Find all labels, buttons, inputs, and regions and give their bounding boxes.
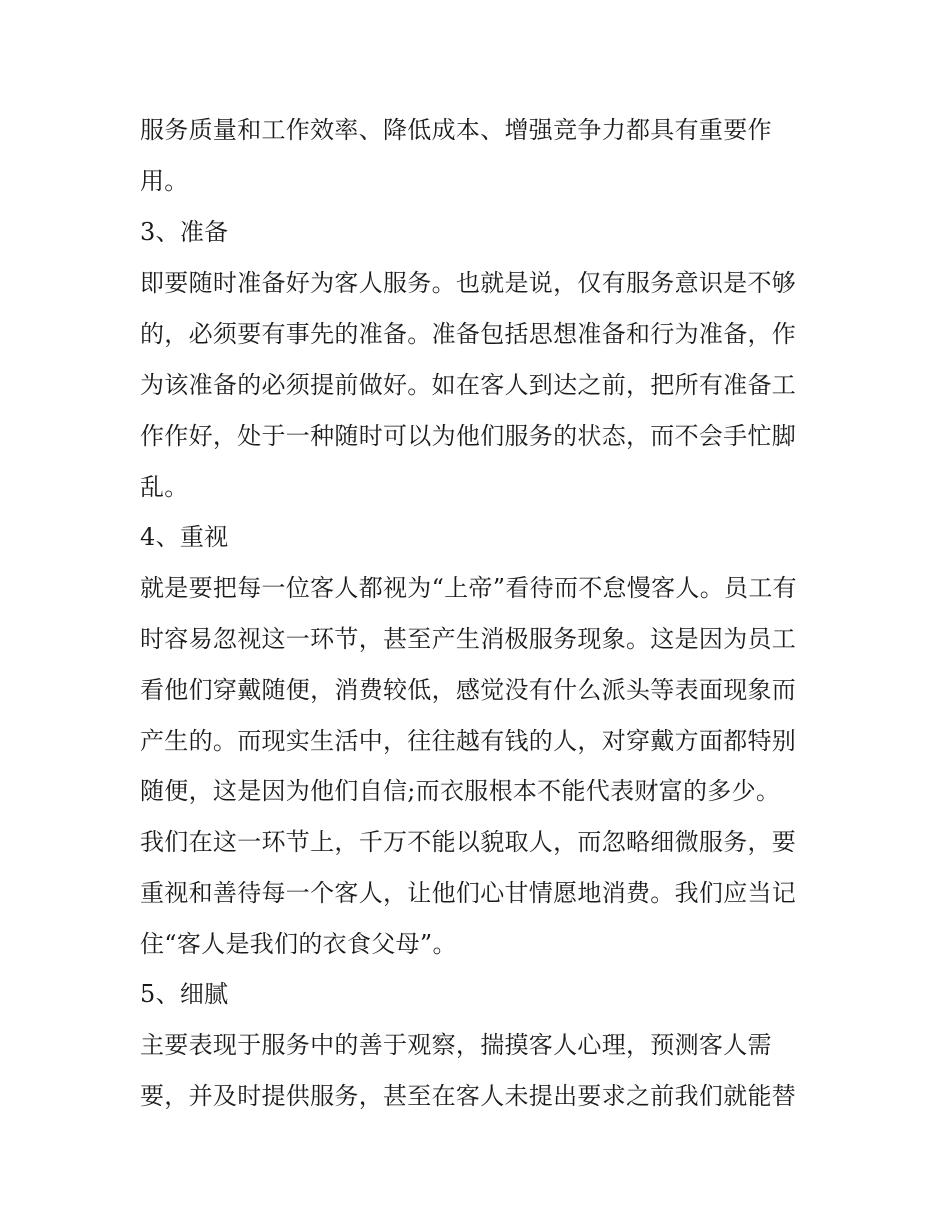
text-line: 服务质量和工作效率、降低成本、增强竞争力都具有重要作 — [140, 116, 772, 144]
text-line: 看他们穿戴随便，消费较低，感觉没有什么派头等表面现象而 — [140, 676, 797, 704]
text-line: 产生的。而现实生活中，往往越有钱的人，对穿戴方面都特别 — [140, 727, 797, 755]
text-line: 重视和善待每一个客人，让他们心甘情愿地消费。我们应当记 — [140, 879, 797, 907]
text-line: 作作好，处于一种随时可以为他们服务的状态，而不会手忙脚 — [140, 422, 797, 450]
text-line: 用。 — [140, 167, 189, 195]
text-line: 随便，这是因为他们自信;而衣服根本不能代表财富的多少。 — [140, 777, 781, 805]
section-heading: 5、细腻 — [140, 980, 229, 1008]
text-line: 要，并及时提供服务，甚至在客人未提出要求之前我们就能替 — [140, 1082, 797, 1110]
text-line: 时容易忽视这一环节，甚至产生消极服务现象。这是因为员工 — [140, 625, 797, 653]
text-line: 即要随时准备好为客人服务。也就是说，仅有服务意识是不够 — [140, 269, 797, 297]
text-line: 我们在这一环节上，千万不能以貌取人，而忽略细微服务，要 — [140, 828, 797, 856]
section-heading: 4、重视 — [140, 523, 229, 551]
text-line: 住“客人是我们的衣食父母”。 — [140, 930, 457, 958]
text-line: 主要表现于服务中的善于观察，揣摸客人心理，预测客人需 — [140, 1031, 772, 1059]
text-line: 就是要把每一位客人都视为“上帝”看待而不怠慢客人。员工有 — [140, 574, 797, 602]
text-line: 的，必须要有事先的准备。准备包括思想准备和行为准备，作 — [140, 320, 797, 348]
text-line: 乱。 — [140, 473, 189, 501]
text-line: 为该准备的必须提前做好。如在客人到达之前，把所有准备工 — [140, 371, 797, 399]
section-heading: 3、准备 — [140, 218, 229, 246]
